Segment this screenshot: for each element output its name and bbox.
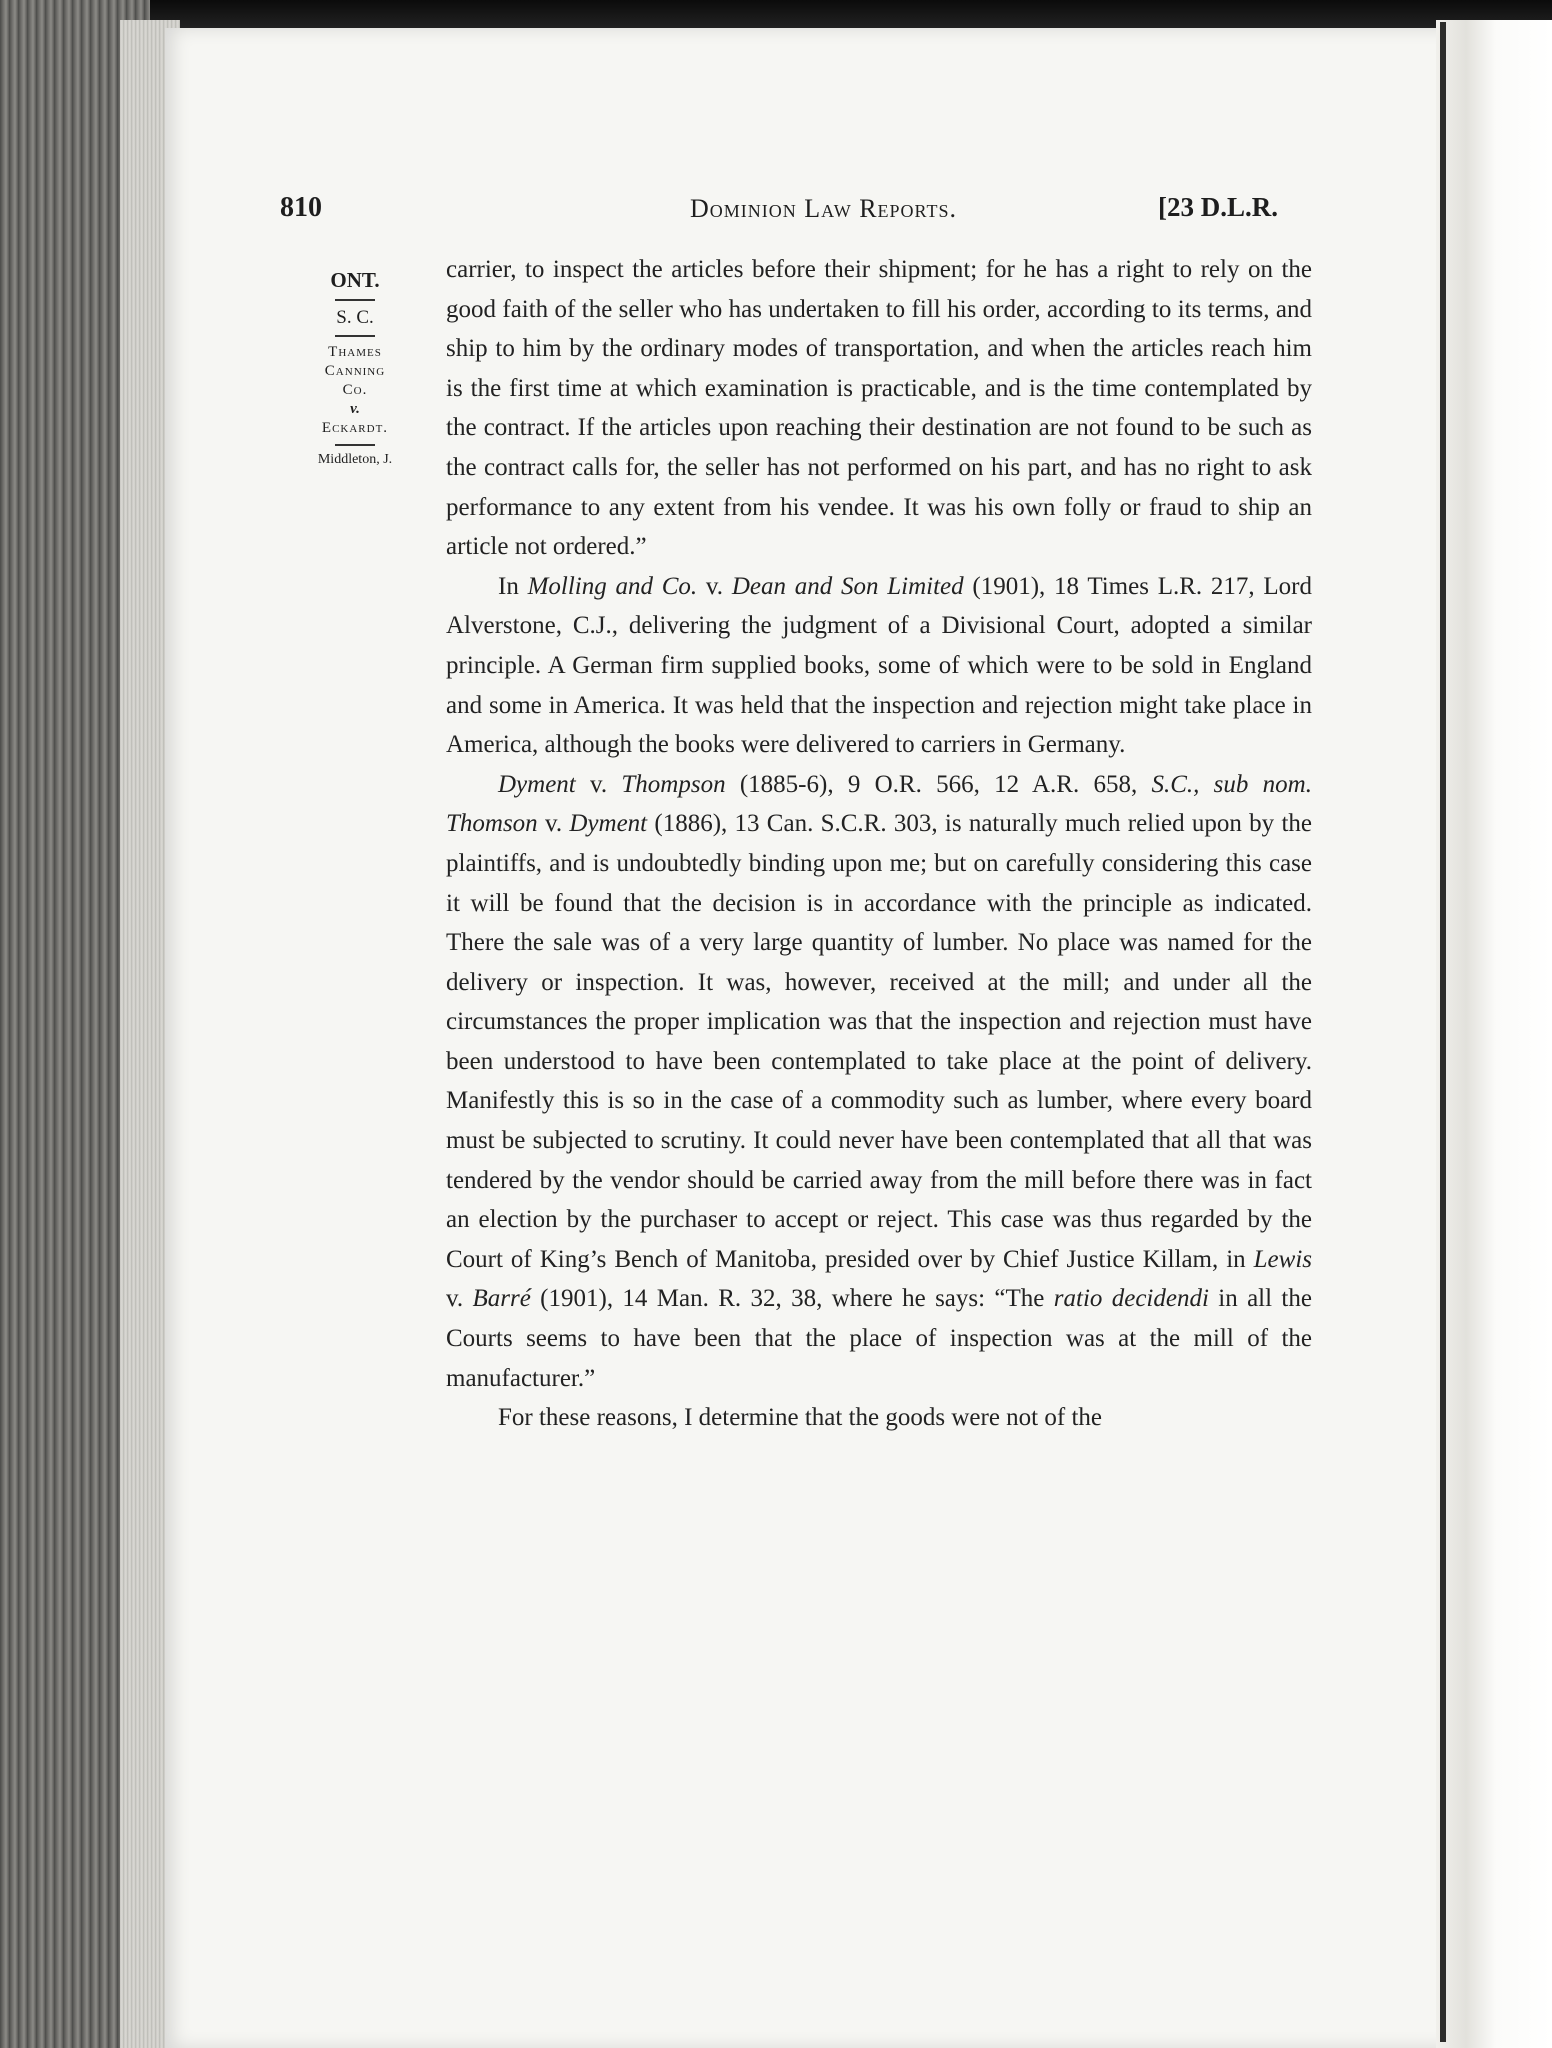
running-title: Dominion Law Reports. (690, 194, 957, 223)
text-run: (1901), 18 Times L.R. 217, Lord Alverstone, C.J., delivering the judgment of a Divisional Court, adopted a similar principle. A German firm supplied books, some of which were to be sold in England and some in America. It was held that the inspection and rejection might take place in America, although the books were delivered to carriers in Germany. (446, 572, 1312, 759)
case-name: Dyment (498, 770, 576, 798)
text-run: in all the Courts seems to have been that the place of inspection was at the mill of the manufacturer.” (446, 1285, 1312, 1392)
case-name: Dyment (569, 810, 648, 838)
running-header (280, 192, 1278, 232)
margin-court: S. C. (336, 307, 374, 328)
body-text (446, 250, 1312, 1438)
text-run: In (498, 572, 528, 600)
text-run: v. (575, 770, 622, 798)
page-right-margin (1436, 20, 1552, 2048)
margin-party: Canning (324, 363, 386, 379)
page-binding-line (1440, 22, 1446, 2042)
margin-party: Thames (328, 344, 382, 360)
margin-party: Eckardt. (321, 420, 389, 436)
latin-phrase: ratio decidendi (1053, 1285, 1209, 1313)
margin-rule (335, 299, 375, 301)
margin-party: Co. (342, 382, 368, 398)
paragraph-4: For these reasons, I determine that the goods were not of the (498, 1404, 1102, 1432)
text-run: (1885-6), 9 O.R. 566, 12 A.R. 658, (725, 770, 1152, 798)
paragraph-2 (446, 567, 1312, 765)
margin-rule (335, 335, 375, 337)
margin-versus: v. (350, 401, 360, 417)
margin-rule (335, 444, 375, 446)
text-run: v. (537, 810, 570, 838)
page-number: 810 (280, 192, 322, 223)
case-name: Molling and Co. (527, 572, 698, 600)
volume-reference: [23 D.L.R. (1158, 192, 1278, 222)
case-name: Lewis (1253, 1245, 1312, 1273)
text-run: v. (697, 572, 732, 600)
text-run: (1901), 14 Man. R. 32, 38, where he says: “The (530, 1285, 1054, 1313)
margin-jurisdiction: ONT. (330, 268, 380, 292)
case-name: S.C., sub nom. Thomson (446, 770, 1312, 838)
case-name: Dean and Son Limited (731, 572, 964, 600)
margin-judge: Middleton, J. (317, 452, 393, 467)
case-name: Barré (472, 1285, 531, 1313)
text-run: v. (446, 1285, 473, 1313)
text-run: (1886), 13 Can. S.C.R. 303, is naturally much relied upon by the plaintiffs, and is undoubtedly binding upon me; but on carefully considering this case it will be found that the decision is in accordance with the principle as indicated. There the sale was of a very large quantity of lumber. No place was named for the delivery or inspection. It was, however, received at the mill; and under all the circumstances the proper implication was that the inspection and rejection must have been understood to have been contemplated to take place at the point of delivery. Manifestly this is so in the case of a commodity such as lumber, where every board must be subjected to scrutiny. It could never have been contemplated that all that was tendered by the vendor should be carried away from the mill before there was in fact an election by the purchaser to accept or reject. This case was thus regarded by the Court of King’s Bench of Manitoba, presided over by Chief Justice Killam, in (446, 810, 1312, 1273)
margin-note (290, 268, 420, 468)
paragraph-3 (446, 765, 1312, 1399)
case-name: Thompson (621, 770, 726, 798)
paragraph-1: carrier, to inspect the articles before their shipment; for he has a right to rely on the good faith of the seller who has undertaken to fill his order, according to its terms, and ship to him by the ordinary modes of transportation, and when the articles reach him is the first time at which examination is practicable, and is the time contemplated by the contract. If the articles upon reaching their destination are not found to be such as the contract calls for, the seller has not performed on his part, and has no right to ask performance to any extent from his vendee. It was his own folly or fraud to ship an article not ordered.” (446, 256, 1312, 561)
